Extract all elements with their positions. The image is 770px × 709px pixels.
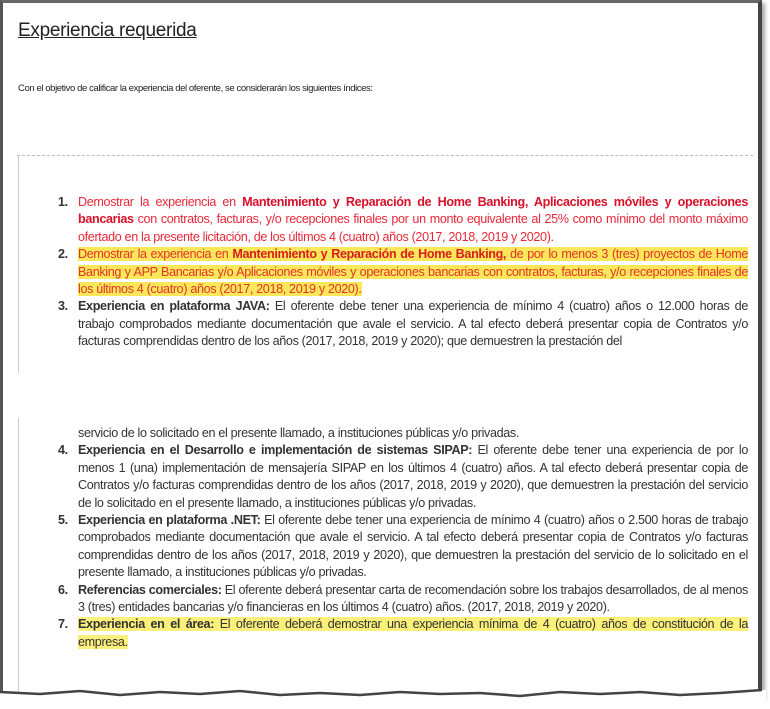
item-bold-heading: Referencias comerciales: [78,582,222,597]
list-item-2 [58,246,748,298]
list-item-6: 6. Referencias comerciales: El oferente deberá presentar carta de recomendación sobre los trabajos desarrollados, de al menos 3 (tres) entidades bancarias y/o financieras en los últimos 4 (cuatro) años. (2017, 2018, 2019 y 2020). [58,582,748,615]
highlighted-text: Demostrar la experiencia en Mantenimiento y Reparación de Home Banking, de por lo menos 3 (tres) proyectos de Home Banking y APP Bancarias y/o Aplicaciones móviles y operaciones bancarias con contratos, facturas, y/o recepciones finales de los últimos 4 (cuatro) años (2017, 2018, 2019 y 2020). [78,247,748,297]
item-bold-heading: Experiencia en plataforma JAVA: [78,299,270,314]
torn-paper-edge [0,688,766,709]
item-number: 7. [58,617,68,632]
list-item-3: 3. Experiencia en plataforma JAVA: El oferente debe tener una experiencia de mínimo 4 (cuatro) años o 12.000 horas de trabajo comprobados mediante documentación que avale el servicio. A tal efecto deberá presentar copia de Contratos y/o facturas comprendidas dentro de los años (2017, 2018, 2019 y 2020); que demuestren la prestación del [58,299,748,349]
list-item-3-continuation: servicio de lo solicitado en el presente llamado, a instituciones públicas y/o privadas. [78,426,520,440]
item-number: 1. [58,195,68,209]
item-number: 2. [58,247,68,262]
item-number: 6. [58,582,68,597]
requirements-list-part-1 [58,194,748,351]
item-bold-heading: Experiencia en plataforma .NET: [78,513,261,528]
list-item-4: 4. Experiencia en el Desarrollo e implementación de sistemas SIPAP: El oferente debe tener una experiencia de por lo menos 1 (una) implementación de mensajería SIPAP en los últimos 4 (cuatro) años. A tal efecto deberá presentar copia de Contratos y/o facturas comprendidas dentro de los años (2017, 2018, 2019 y 2020), que demuestren la prestación del servicio de lo solicitado en el presente llamado, a instituciones públicas y/o privadas. [58,443,749,510]
item-number: 3. [58,299,68,314]
highlighted-text: Experiencia en el área: El oferente deberá demostrar una experiencia mínima de 4 (cuatro) años de constitución de la empresa. [78,617,748,649]
item-number: 4. [58,443,68,458]
list-item-5: 5. Experiencia en plataforma .NET: El oferente debe tener una experiencia de mínimo 4 (cuatro) años o 2.500 horas de trabajo comprobados mediante documentación que avale el servicio. A tal efecto deberá presentar copia de Contratos y/o facturas comprendidas dentro de los años (2017, 2018, 2019 y 2020), que demuestren la prestación del servicio de lo solicitado en el presente llamado, a instituciones públicas y/o privadas. [58,513,748,580]
item-bold-heading: Mantenimiento y Reparación de Home Banking, Aplicaciones móviles y operaciones bancarias [78,195,748,227]
item-bold-heading: Experiencia en el área: [78,617,215,632]
left-margin-rule [18,155,19,373]
list-item-7 [58,616,748,651]
item-bold-heading: Mantenimiento y Reparación de Home Banking, [232,247,507,262]
left-margin-rule [18,418,19,696]
intro-paragraph: Con el objetivo de calificar la experiencia del oferente, se considerarán los siguientes índices: [18,83,373,94]
requirements-list-part-2 [58,425,748,651]
item-number: 5. [58,513,68,528]
section-title: Experiencia requerida [18,20,197,41]
list-item-1: 1. Demostrar la experiencia en Mantenimiento y Reparación de Home Banking, Aplicaciones móviles y operaciones bancarias con contratos, facturas, y/o recepciones finales por un monto equivalente al 25% como mínimo del monto máximo ofertado en la presente licitación, de los últimos 4 (cuatro) años (2017, 2018, 2019 y 2020). [58,195,748,244]
item-bold-heading: Experiencia en el Desarrollo e implementación de sistemas SIPAP: [78,443,473,458]
page-break-dashed-line [17,155,753,156]
